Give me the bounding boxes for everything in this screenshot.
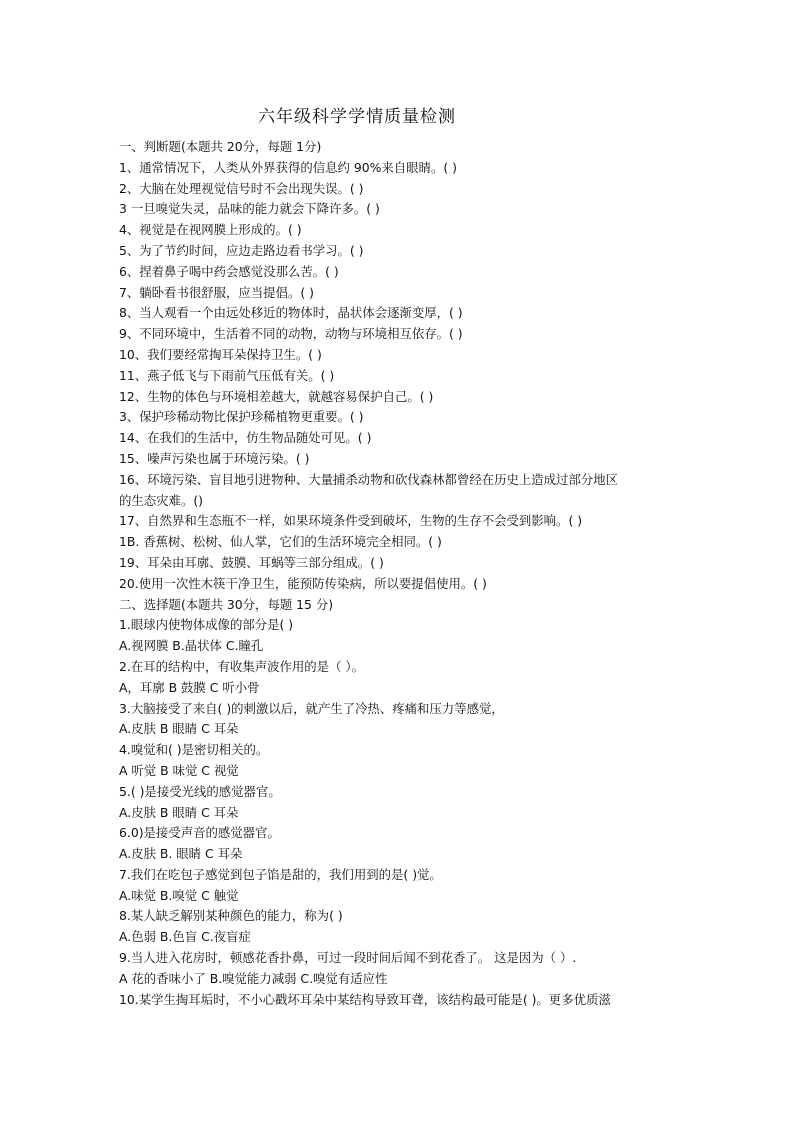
text-line: 3 一旦嗅觉失灵，品味的能力就会下降许多。( ) [119, 201, 380, 217]
text-line: 2.在耳的结构中，有收集声波作用的是（ ）。 [119, 658, 364, 674]
text-line: 20.使用一次性木筷干净卫生，能预防传染病，所以要提倡使用。( ) [119, 575, 487, 591]
text-line: A 听觉 B 味觉 C 视觉 [119, 762, 239, 778]
text-line: 8.某人缺乏解别某种颜色的能力，称为( ) [119, 908, 343, 924]
text-line: 9、不同环境中，生活着不同的动物，动物与环境相互依存。( ) [119, 326, 463, 342]
text-line: 10、我们要经常掏耳朵保持卫生。( ) [119, 346, 322, 362]
text-line: 1.眼球内使物体成像的部分是( ) [119, 617, 294, 633]
text-line: A.色弱 B.色盲 C.夜盲症 [119, 929, 251, 945]
text-line: 4.嗅觉和( )是密切相关的。 [119, 742, 269, 758]
text-line: 1B. 香蕉树、松树、仙人掌，它们的生活环境完全相同。( ) [119, 534, 442, 550]
text-line: A.皮肤 B. 眼睛 C 耳朵 [119, 846, 243, 862]
text-line: 7.我们在吃包子感觉到包子馅是甜的，我们用到的是( )觉。 [119, 866, 442, 882]
text-line: 12、生物的体色与环境相差越大，就越容易保护自己。( ) [119, 388, 434, 404]
text-line: A 花的香味小了 B.嗅觉能力减弱 C.嗅觉有适应性 [119, 970, 388, 986]
text-line: 6、捏着鼻子喝中药会感觉没那么苦。( ) [119, 263, 339, 279]
text-line: 11、燕子低飞与下雨前气压低有关。( ) [119, 367, 335, 383]
text-line: A，耳廓 B 鼓膜 C 听小骨 [119, 679, 260, 695]
text-line: 4、视觉是在视网膜上形成的。( ) [119, 222, 302, 238]
text-line: 19、耳朵由耳廓、鼓膜、耳蜗等三部分组成。( ) [119, 554, 384, 570]
text-line: A.味觉 B.嗅觉 C 触觉 [119, 887, 239, 903]
text-line: 9.当人进入花房时，顿感花香扑鼻，可过一段时间后闻不到花香了。 这是因为（ ）. [119, 950, 577, 966]
text-line: 7、躺卧看书很舒服，应当提倡。( ) [119, 284, 314, 300]
text-line: 14、在我们的生活中，仿生物品随处可见。( ) [119, 430, 372, 446]
text-line: 10.某学生掏耳垢时，不小心戳坏耳朵中某结构导致耳聋，该结构最可能是( )。更多优质滋 [119, 991, 611, 1007]
text-line: 的生态灾难。() [119, 492, 204, 508]
page-title: 六年级科学学情质量检测 [258, 107, 456, 127]
question-list [119, 137, 689, 1010]
text-line: A.皮肤 B 眼睛 C 耳朵 [119, 721, 239, 737]
text-line: 6.0)是接受声音的感觉器官。 [119, 825, 280, 841]
text-line: 3.大脑接受了来自( )的刺激以后，就产生了冷热、疼痛和压力等感觉， [119, 700, 504, 716]
text-line: 8、当人观看一个由远处移近的物体时，晶状体会逐渐变厚，( ) [119, 305, 463, 321]
text-line: 5、为了节约时间，应边走路边看书学习。( ) [119, 242, 364, 258]
text-line: 5.( )是接受光线的感觉器官。 [119, 783, 281, 799]
text-line: 3、保护珍稀动物比保护珍稀植物更重要。( ) [119, 409, 364, 425]
text-line: 16、环境污染、盲目地引进物种、大量捕杀动物和砍伐森林都曾经在历史上造成过部分地区 [119, 471, 619, 487]
text-line: 2、大脑在处理视觉信号时不会出现失误。( ) [119, 180, 364, 196]
text-line: A.皮肤 B 眼睛 C 耳朵 [119, 804, 239, 820]
text-line: 一、判断题(本题共 20分，每题 1分) [119, 139, 322, 154]
text-line: 二、选择题(本题共 30分，每题 15 分) [119, 596, 334, 612]
text-line: 1、通常情况下，人类从外界获得的信息约 90%来自眼睛。( ) [119, 159, 457, 175]
text-line: A.视网膜 B.晶状体 C.瞳孔 [119, 638, 264, 654]
text-line: 17、自然界和生态瓶不一样，如果环境条件受到破坏，生物的生存不会受到影响。( ) [119, 513, 583, 529]
text-line: 15、噪声污染也属于环境污染。( ) [119, 450, 310, 466]
